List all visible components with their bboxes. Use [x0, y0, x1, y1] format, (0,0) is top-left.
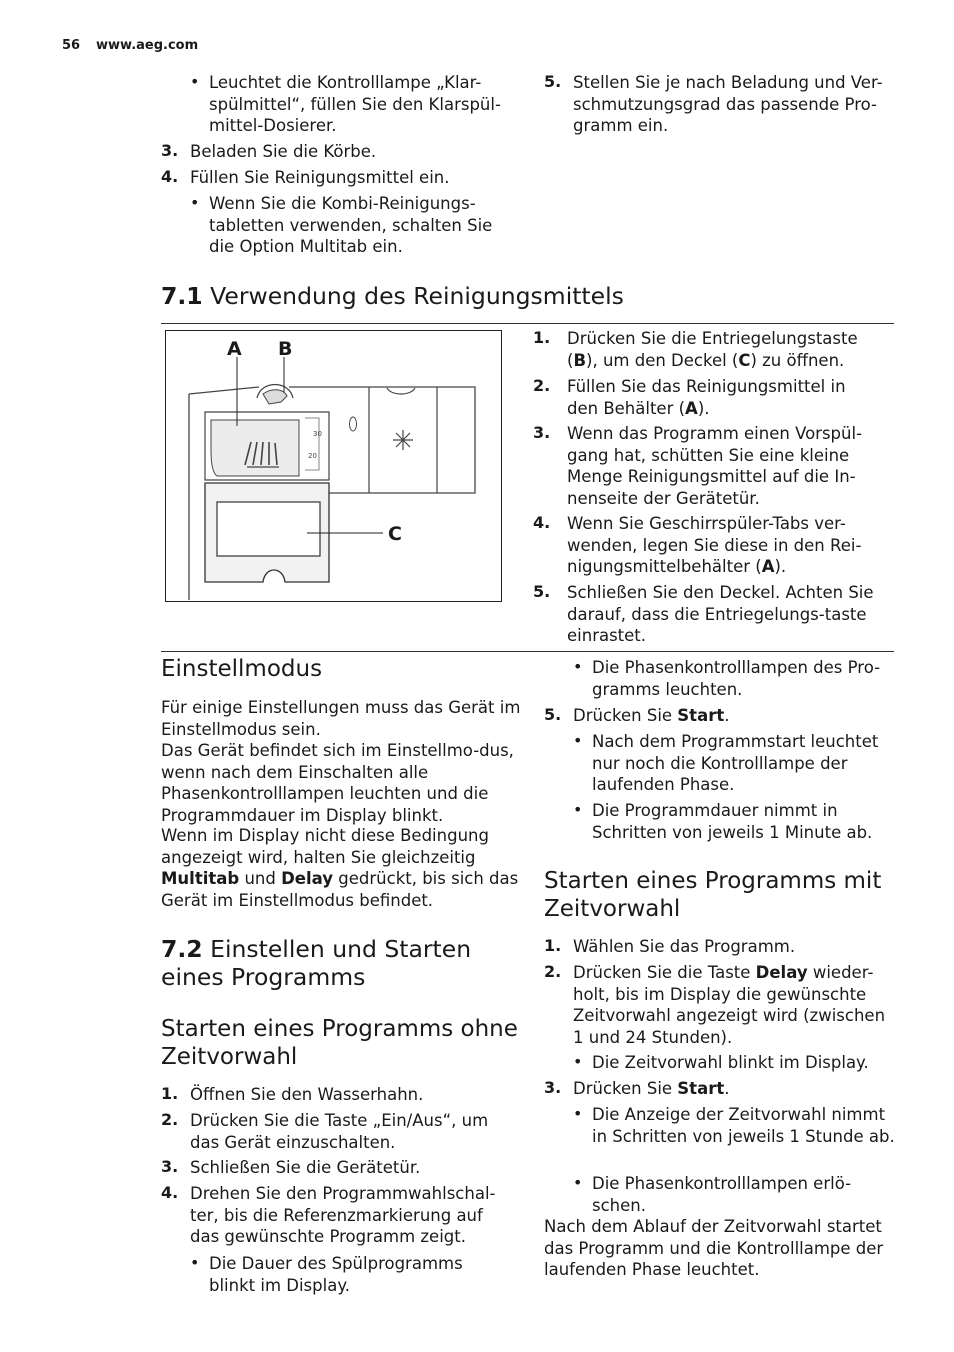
step-number: 4. [161, 1183, 179, 1202]
start-with-delay-heading: Starten eines Programms mit Zeitvorwahl [544, 868, 882, 922]
delay-countdown-bullet: Die Anzeige der Zeitvorwahl nimmt in Schritten von jeweils 1 Stunde ab. [592, 1105, 895, 1146]
usage-step-4 [567, 513, 887, 578]
einstellmodus-paragraph-2: Das Gerät befindet sich im Einstellmo-dus, wenn nach dem Einschalten alle Phasenkontrolllampen leuchten und die Programmdauer im Display blinkt. [161, 741, 514, 825]
step-number: 1. [161, 1084, 179, 1103]
step-number: 2. [544, 962, 562, 981]
step-number: 2. [161, 1110, 179, 1129]
einstellmodus-paragraph-1: Für einige Einstellungen muss das Gerät im Einstellmodus sein. [161, 698, 521, 739]
delay-closing-paragraph: Nach dem Ablauf der Zeitvorwahl startet das Programm und die Kontrolllampe der laufenden Phase leuchtet. [544, 1217, 884, 1279]
scale-30-label: 30 [313, 430, 322, 438]
section-number: 7.1 [161, 282, 203, 310]
step-number: 2. [533, 376, 551, 395]
step-number: 1. [533, 328, 551, 347]
start-step-2: Drücken Sie die Taste „Ein/Aus“, um das Gerät einzuschalten. [190, 1111, 489, 1152]
einstellmodus-paragraph-3 [161, 825, 521, 911]
step-number: 1. [544, 936, 562, 955]
scale-20-label: 20 [308, 452, 317, 460]
text-part: Drücken Sie die Taste [573, 963, 756, 982]
bold-ref: Start [677, 706, 725, 725]
delay-step-2 [573, 962, 898, 1048]
text-part: Drücken Sie [573, 706, 678, 725]
delay-step-1: Wählen Sie das Programm. [573, 937, 796, 956]
usage-step-5: Schließen Sie den Deckel. Achten Sie darauf, dass die Entriegelungs-taste einrastet. [567, 583, 874, 645]
bold-ref: A [685, 398, 698, 418]
bold-ref: Delay [281, 869, 334, 888]
bullet-glyph: • [190, 1253, 200, 1272]
section-number: 7.2 [161, 935, 203, 963]
section-title: Einstellen und Starten eines Programms [161, 935, 472, 991]
text-part: gedrückt, bis sich das Gerät im Einstellmodus befindet. [161, 869, 519, 910]
bullet-glyph: • [190, 193, 200, 212]
text-part: . [724, 706, 730, 725]
bullet-glyph: • [573, 800, 583, 819]
label-a: A [227, 338, 242, 360]
top-bullet-2: Wenn Sie die Kombi-Reinigungs-tabletten verwenden, schalten Sie die Option Multitab ein. [209, 194, 493, 256]
step-number: 4. [533, 513, 551, 532]
text-part: Drücken Sie die Entriegelungstaste ( [567, 329, 858, 370]
text-part: Drücken Sie [573, 1079, 678, 1098]
text-part: Füllen Sie das Reinigungsmittel in den Behälter ( [567, 377, 846, 418]
einstellmodus-heading: Einstellmodus [161, 656, 323, 682]
delay-step-3 [573, 1078, 893, 1100]
section-rule [161, 323, 894, 324]
header-url: www.aeg.com [96, 38, 199, 53]
top-step-3: Beladen Sie die Körbe. [190, 142, 377, 161]
text-part: ) zu öffnen. [750, 350, 845, 370]
bold-ref: Delay [755, 963, 808, 982]
top-right-step-5: Stellen Sie je nach Beladung und Ver-schmutzungsgrad das passende Pro-gramm ein. [573, 73, 883, 135]
bullet-glyph: • [573, 1052, 583, 1071]
label-b: B [278, 338, 293, 360]
text-part: ). [697, 398, 710, 418]
program-start-bullet: Nach dem Programmstart leuchtet nur noch die Kontrolllampe der laufenden Phase. [592, 732, 879, 794]
top-bullet-1: Leuchtet die Kontrolllampe „Klar-spülmittel“, füllen Sie den Klarspül-mittel-Dosierer. [209, 73, 501, 135]
bullet-glyph: • [190, 72, 200, 91]
page-number: 56 [62, 38, 81, 53]
section-7-2-heading [161, 935, 491, 991]
start-step-3: Schließen Sie die Gerätetür. [190, 1158, 421, 1177]
section-7-1-heading [161, 282, 861, 310]
phase-lamps-bullet: Die Phasenkontrolllampen des Pro-gramms leuchten. [592, 658, 881, 699]
press-start-step [573, 705, 893, 727]
step-number: 3. [544, 1078, 562, 1097]
bullet-glyph: • [573, 657, 583, 676]
top-step-4: Füllen Sie Reinigungsmittel ein. [190, 168, 450, 187]
label-c: C [388, 523, 402, 545]
bold-ref: C [738, 350, 751, 370]
usage-step-3: Wenn das Programm einen Vorspül-gang hat, schütten Sie eine kleine Menge Reinigungsmittel auf die In-nenseite der Gerätetür. [567, 424, 863, 508]
text-part: Wenn im Display nicht diese Bedingung angezeigt wird, halten Sie gleichzeitig [161, 826, 489, 867]
step-number: 3. [161, 1157, 179, 1176]
delay-blinks-bullet: Die Zeitvorwahl blinkt im Display. [592, 1053, 869, 1072]
bullet-glyph: • [573, 1104, 583, 1123]
section-rule [161, 651, 894, 652]
text-part: wieder-holt, bis im Display die gewünschte Zeitvorwahl angezeigt wird (zwischen 1 und 24 Stunden). [573, 963, 886, 1047]
step-number: 5. [533, 582, 551, 601]
text-part: ), um den Deckel ( [586, 350, 739, 370]
start-without-delay-heading: Starten eines Programms ohne Zeitvorwahl [161, 1016, 518, 1070]
bold-ref: B [573, 350, 587, 370]
usage-step-1 [567, 328, 882, 371]
detergent-dispenser-figure [165, 330, 502, 602]
step-number: 5. [544, 705, 562, 724]
section-title: Verwendung des Reinigungsmittels [210, 282, 624, 310]
bold-ref: A [761, 557, 775, 576]
bullet-glyph: • [573, 1173, 583, 1192]
step-number: 3. [161, 141, 179, 160]
text-part: Wenn Sie Geschirrspüler-Tabs ver-wenden, legen Sie diese in den Rei-nigungsmittelbehälter ( [567, 514, 862, 576]
phase-lamps-off-bullet: Die Phasenkontrolllampen erlö-schen. [592, 1174, 852, 1215]
start-bullet: Die Dauer des Spülprogramms blinkt im Display. [209, 1254, 463, 1295]
dispenser-illustration [165, 330, 502, 602]
start-step-4: Drehen Sie den Programmwahlschal-ter, bis die Referenzmarkierung auf das gewünschte Programm zeigt. [190, 1184, 496, 1246]
bold-ref: Start [677, 1079, 725, 1098]
step-number: 5. [544, 72, 562, 91]
start-step-1: Öffnen Sie den Wasserhahn. [190, 1085, 424, 1104]
usage-step-2 [567, 376, 867, 419]
duration-bullet: Die Programmdauer nimmt in Schritten von jeweils 1 Minute ab. [592, 801, 873, 842]
text-part: . [724, 1079, 730, 1098]
step-number: 3. [533, 423, 551, 442]
text-part: ). [774, 557, 787, 576]
bullet-glyph: • [573, 731, 583, 750]
text-part: und [239, 869, 282, 888]
bold-ref: Multitab [161, 869, 240, 888]
step-number: 4. [161, 167, 179, 186]
